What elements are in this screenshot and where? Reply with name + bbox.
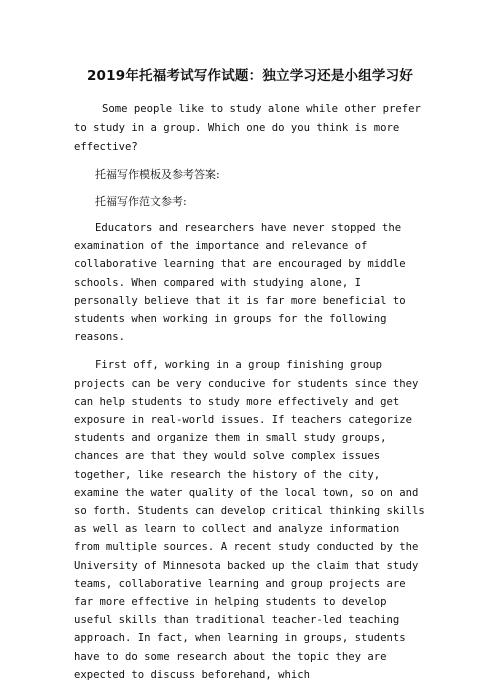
sample-heading: 托福写作范文参考: bbox=[95, 195, 187, 208]
body-paragraph-2: First off, working in a group finishing group projects can be very conducive for students since they can help students to study more effectively and get exposure in real-world issues. If teachers categorize students and organize them in small study groups, chances are that they would solve complex issues together, like research the history of the city, examine the water quality of the local town, so on and so forth. Students can develop critical thinking skills as well as learn to collect and analyze information from multiple sources. A recent study conducted by the University of Minnesota backed up the claim that study teams, collaborative learning and group projects are far more effective in helping students to develop useful skills than traditional teacher-led teaching approach. In fact, when learning in groups, students have to do some research about the topic they are expected to discuss beforehand, which bbox=[74, 359, 425, 681]
body-paragraph-1: Educators and researchers have never stopped the examination of the importance and relevance of collaborative learning that are encouraged by middle schools. When compared with studying alone, I personally believe that it is far more beneficial to students when working in groups for the following reasons. bbox=[74, 222, 406, 344]
essay-question: Some people like to study alone while other prefer to study in a group. Which one do you think is more effective? bbox=[74, 103, 421, 153]
page-title: 2019年托福考试写作试题：独立学习还是小组学习好 bbox=[86, 68, 414, 84]
template-heading: 托福写作模板及参考答案: bbox=[95, 168, 220, 181]
